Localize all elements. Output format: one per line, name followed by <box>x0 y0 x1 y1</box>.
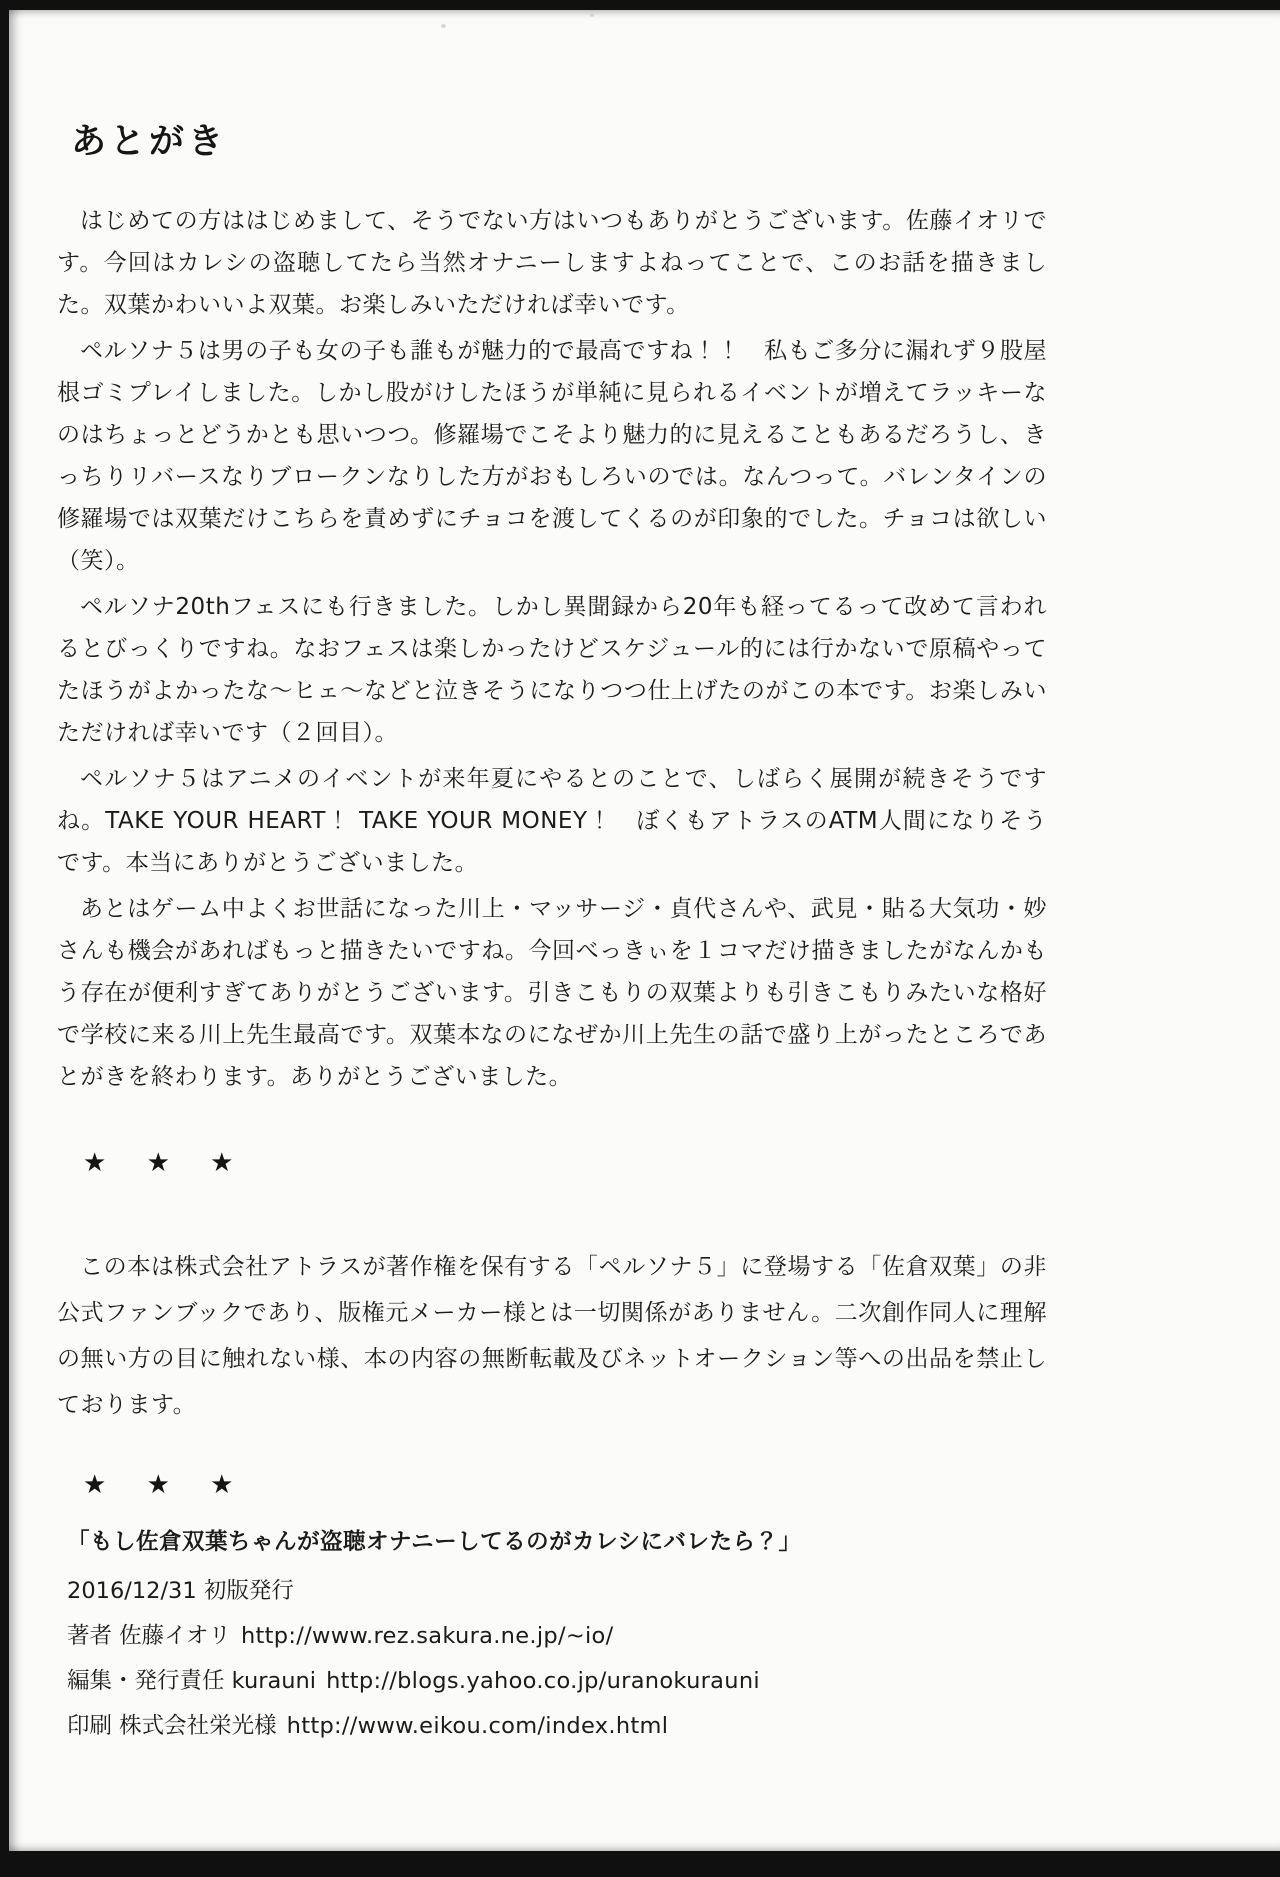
star-divider: ★ ★ ★ <box>83 1470 250 1500</box>
editor-url: http://blogs.yahoo.co.jp/uranokurauni <box>326 1668 760 1694</box>
copyright-disclaimer: この本は株式会社アトラスが著作権を保有する「ペルソナ５」に登場する「佐倉双葉」の非公式ファンブックであり、版権元メーカー様とは一切関係がありません。二次創作同人に理解の無い方の目に触れない様、本の内容の無断転載及びネットオークション等への出品を禁止しております。 <box>57 1254 1047 1418</box>
editor-label: 編集・発行責任 kurauni <box>67 1668 317 1694</box>
author-label: 著者 佐藤イオリ <box>67 1623 231 1649</box>
afterword-paragraph-2: ペルソナ５は男の子も女の子も誰もが魅力的で最高ですね！！ 私もご多分に漏れず９股屋根ゴミプレイしました。しかし股がけしたほうが単純に見られるイベントが増えてラッキーなのはちょっとどうかとも思いつつ。修羅場でこそより魅力的に見えることもあるだろうし、きっちりリバースなりブロークンなりした方がおもしろいのでは。なんつって。バレンタインの修羅場では双葉だけこちらを責めずにチョコを渡してくるのが印象的でした。チョコは欲しい（笑）。 <box>57 338 1047 574</box>
afterword-paragraph-4: ペルソナ５はアニメのイベントが来年夏にやるとのことで、しばらく展開が続きそうですね。TAKE YOUR HEART！ TAKE YOUR MONEY！ ぼくもアトラスのATM人間になりそうです。本当にありがとうございました。 <box>57 766 1047 876</box>
author-url: http://www.rez.sakura.ne.jp/~io/ <box>240 1623 614 1649</box>
printer-label: 印刷 株式会社栄光様 <box>67 1713 277 1739</box>
afterword-content <box>9 114 1047 1743</box>
afterword-paragraph-1: はじめての方ははじめまして、そうでない方はいつもありがとうございます。佐藤イオリです。今回はカレシの盗聴してたら当然オナニーしますよねってことで、このお話を描きました。双葉かわいいよ双葉。お楽しみいただければ幸いです。 <box>57 208 1047 318</box>
afterword-paragraph-3: ペルソナ20thフェスにも行きました。しかし異聞録から20年も経ってるって改めて言われるとびっくりですね。なおフェスは楽しかったけどスケジュール的には行かないで原稿やってたほうがよかったな〜ヒェ〜などと泣きそうになりつつ仕上げたのがこの本です。お楽しみいただければ幸いです（２回目）。 <box>57 594 1047 746</box>
editor-line <box>67 1665 1047 1698</box>
colophon <box>67 1526 1047 1743</box>
book-title: 「もし佐倉双葉ちゃんが盗聴オナニーしてるのがカレシにバレたら？」 <box>67 1529 802 1555</box>
scan-artifact <box>590 14 594 17</box>
printer-url: http://www.eikou.com/index.html <box>286 1713 669 1739</box>
paper <box>9 10 1280 1851</box>
star-divider: ★ ★ ★ <box>83 1148 250 1178</box>
author-line <box>67 1620 1047 1653</box>
afterword-paragraph-5: あとはゲーム中よくお世話になった川上・マッサージ・貞代さんや、武見・貼る大気功・妙さんも機会があればもっと描きたいですね。今回べっきぃを１コマだけ描きましたがなんかもう存在が便利すぎてありがとうございます。引きこもりの双葉よりも引きこもりみたいな格好で学校に来る川上先生最高です。双葉本なのになぜか川上先生の話で盛り上がったところであとがきを終わります。ありがとうございました。 <box>57 896 1047 1090</box>
printer-line <box>67 1710 1047 1743</box>
edition-date: 2016/12/31 初版発行 <box>67 1578 294 1604</box>
scan-artifact <box>441 24 446 28</box>
page-title: あとがき <box>71 122 228 162</box>
